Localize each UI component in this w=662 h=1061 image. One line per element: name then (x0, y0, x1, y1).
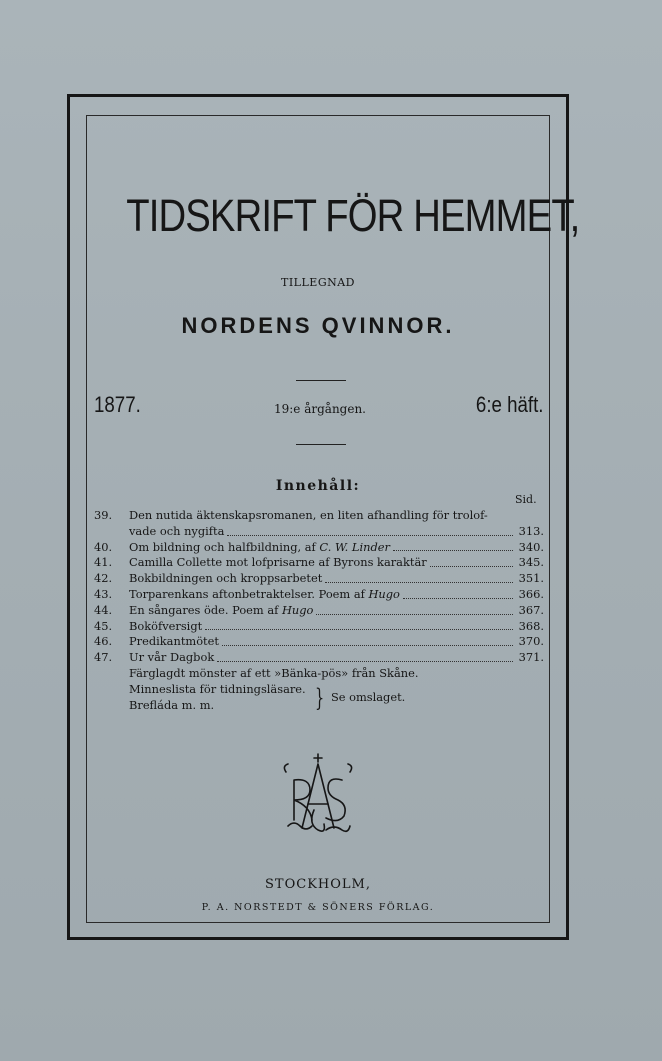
cover-notes (94, 682, 544, 714)
table-of-contents (94, 508, 544, 713)
leader-dots (316, 613, 513, 615)
toc-title (129, 540, 390, 556)
toc-entry (94, 619, 544, 635)
toc-page: 368. (518, 618, 544, 633)
toc-page: 371. (518, 650, 544, 665)
leader-dots (325, 581, 513, 583)
leader-dots (205, 628, 513, 630)
toc-number: 47. (94, 650, 113, 665)
brace: } (314, 683, 324, 712)
toc-title: Predikantmötet (129, 634, 219, 649)
toc-title-text: Om bildning och halfbildning, af (129, 539, 320, 554)
cover-note: Brefláda m. m. (129, 697, 215, 712)
supplement-line (94, 666, 544, 682)
toc-number: 44. (94, 602, 113, 617)
leader-dots (222, 644, 513, 646)
toc-title: Den nutida äktenskapsromanen, en liten afhandling för trolof- (129, 508, 488, 522)
toc-entry (94, 634, 544, 650)
toc-title: Bokbildningen och kroppsarbetet (129, 571, 323, 586)
see-cover-note: Se omslaget. (330, 689, 406, 704)
toc-entry (94, 571, 544, 587)
contents-heading: Innehåll: (275, 478, 361, 494)
dedication: NORDENS QVINNOR. (181, 313, 455, 338)
divider-top (296, 380, 346, 381)
toc-number: 43. (94, 586, 113, 601)
toc-title-text: En sångares öde. Poem af (129, 602, 282, 617)
toc-title-text: Torparenkans aftonbetraktelser. Poem af (129, 586, 369, 601)
toc-page: 367. (518, 602, 544, 617)
leader-dots (227, 534, 513, 536)
divider-bottom (296, 444, 346, 445)
toc-title: Ur vår Dagbok (129, 650, 215, 665)
cover-note: Minneslista för tidningsläsare. (129, 681, 306, 696)
toc-number: 42. (94, 571, 113, 586)
toc-entry-continuation (94, 524, 544, 540)
toc-page: 370. (518, 634, 544, 649)
toc-entry (94, 540, 544, 556)
leader-dots (430, 565, 513, 567)
toc-page: 345. (518, 555, 544, 570)
toc-number: 41. (94, 555, 113, 570)
toc-author: C. W. Linder (319, 539, 390, 554)
toc-number: 46. (94, 634, 113, 649)
year: 1877. (94, 392, 141, 417)
leader-dots (393, 549, 513, 551)
publisher-monogram-icon (280, 750, 356, 840)
toc-entry (94, 555, 544, 571)
toc-page: 313. (518, 523, 544, 538)
supplement-text: Färglagdt mönster af ett »Bänka-pös» från Skåne. (129, 665, 419, 680)
toc-title (129, 603, 313, 619)
toc-number: 40. (94, 539, 113, 554)
toc-entry (94, 603, 544, 619)
toc-entry (94, 650, 544, 666)
toc-page: 366. (518, 586, 544, 601)
toc-entry (94, 587, 544, 603)
toc-author: Hugo (281, 602, 314, 617)
toc-author: Hugo (368, 586, 400, 601)
issue-number: 6:e häft. (476, 392, 544, 417)
cover-notes-list (129, 682, 306, 714)
leader-dots (403, 597, 513, 599)
toc-title: Camilla Collette mot lofprisarne af Byrons karaktär (129, 555, 427, 570)
volume: 19:e årgången. (273, 402, 366, 416)
toc-number: 39. (94, 508, 113, 522)
toc-title: vade och nygifta (129, 523, 225, 538)
journal-title: TIDSKRIFT FÖR HEMMET, (126, 190, 580, 241)
toc-title: Boköfversigt (129, 618, 203, 633)
imprint-city: STOCKHOLM, (265, 877, 371, 892)
toc-number: 45. (94, 618, 113, 633)
toc-page: 351. (518, 571, 544, 586)
imprint-publisher: P. A. NORSTEDT & SÖNERS FÖRLAG. (201, 902, 435, 913)
toc-entry (94, 508, 544, 524)
toc-page: 340. (518, 539, 544, 554)
subtitle: TILLEGNAD (281, 276, 355, 289)
page-column-header: Sid. (515, 493, 537, 506)
leader-dots (217, 660, 513, 662)
toc-title (129, 587, 400, 603)
